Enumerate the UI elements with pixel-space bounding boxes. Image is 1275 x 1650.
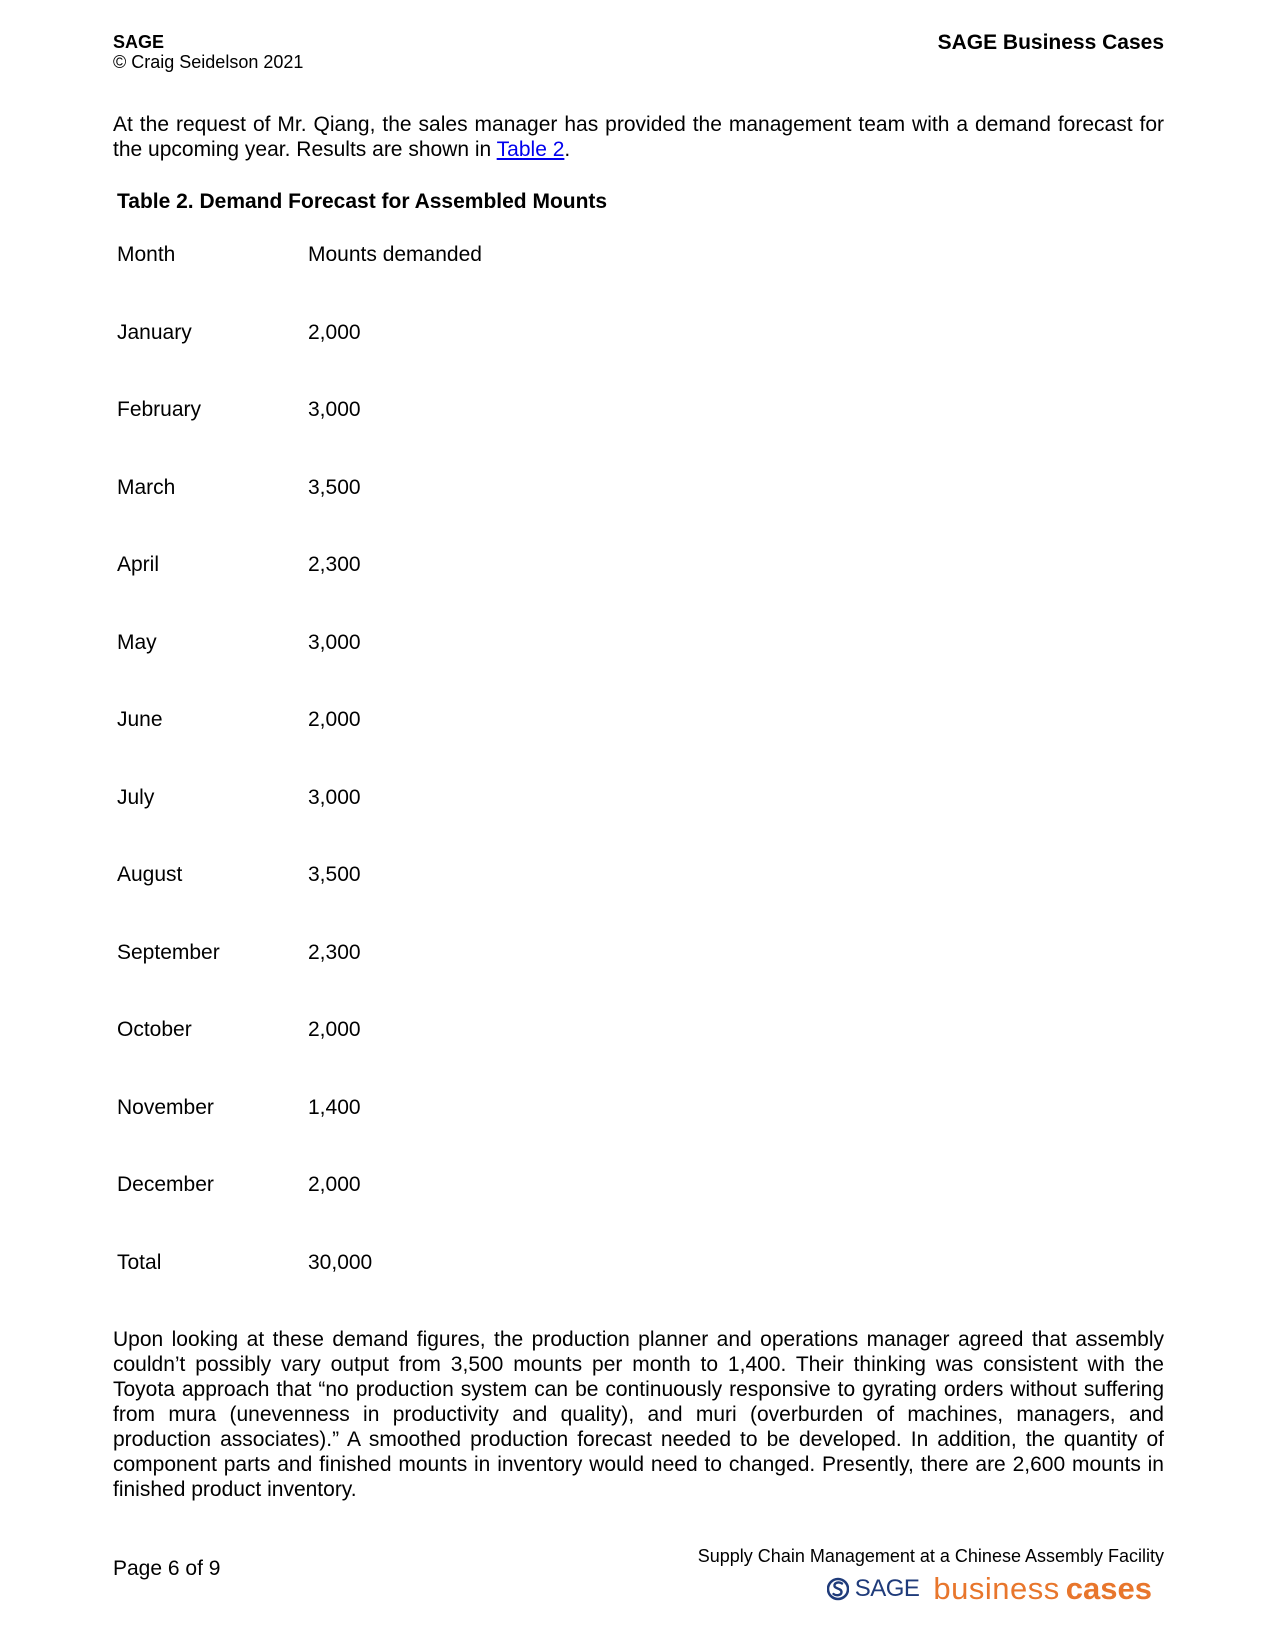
mounts-demanded-cell: 2,000 <box>308 1173 361 1196</box>
month-cell: May <box>117 630 157 654</box>
header-left <box>113 32 303 72</box>
month-cell: February <box>117 398 202 421</box>
table-row <box>117 321 717 399</box>
column-header-month: Month <box>117 243 176 266</box>
table-row <box>117 863 717 941</box>
logo-business-text: business <box>933 1571 1060 1606</box>
closing-paragraph: Upon looking at these demand figures, the production planner and operations manager agreed that assembly couldn’t possibly vary output from 3,500 mounts per month to 1,400. Their thinking was consistent with the Toyota approach that “no production system can be continuously responsive to gyrating orders without suffering from mura (unevenness in productivity and quality), and muri (overburden of machines, managers, and production associates).” A smoothed production forecast needed to be developed. In addition, the quantity of component parts and finished mounts in inventory would need to changed. Presently, there are 2,600 mounts in finished product inventory. <box>113 1328 1164 1501</box>
header-copyright: © Craig Seidelson 2021 <box>113 52 304 72</box>
sage-business-cases-logo <box>827 1571 1152 1607</box>
table-header-row <box>117 243 717 321</box>
month-cell: July <box>117 785 155 809</box>
month-cell: April <box>117 553 160 576</box>
table-total-row <box>117 1251 717 1329</box>
table-row <box>117 1096 717 1174</box>
month-cell: Total <box>117 1250 162 1274</box>
page-number: Page 6 of 9 <box>113 1557 221 1580</box>
table-row <box>117 708 717 786</box>
month-cell: August <box>117 863 183 886</box>
table-2-link[interactable]: Table 2 <box>496 138 565 161</box>
logo-sage-text: SAGE <box>854 1575 920 1602</box>
mounts-demanded-cell: 3,000 <box>308 630 361 654</box>
intro-paragraph <box>113 112 1164 162</box>
mounts-demanded-cell: 3,000 <box>308 398 361 421</box>
table-row <box>117 476 717 554</box>
logo-cases-text: cases <box>1065 1571 1152 1606</box>
month-cell: September <box>117 940 220 964</box>
month-cell: November <box>117 1095 214 1119</box>
table-row <box>117 786 717 864</box>
table-row <box>117 398 717 476</box>
mounts-demanded-cell: 2,300 <box>308 553 361 576</box>
table-row <box>117 1173 717 1251</box>
header-collection: SAGE Business Cases <box>937 31 1164 54</box>
table-row <box>117 631 717 709</box>
mounts-demanded-cell: 2,000 <box>308 320 361 344</box>
header-brand: SAGE <box>113 32 165 52</box>
mounts-demanded-cell: 1,400 <box>308 1095 361 1119</box>
mounts-demanded-cell: 2,300 <box>308 940 361 964</box>
footer-case-title: Supply Chain Management at a Chinese Assembly Facility <box>697 1546 1164 1566</box>
mounts-demanded-cell: 3,500 <box>308 863 361 886</box>
demand-table <box>117 243 717 1328</box>
mounts-demanded-cell: 3,000 <box>308 785 361 809</box>
table-title: Table 2. Demand Forecast for Assembled Mounts <box>117 190 608 213</box>
mounts-demanded-cell: 2,000 <box>308 1018 361 1041</box>
table-row <box>117 1018 717 1096</box>
column-header-mounts-demanded: Mounts demanded <box>308 243 482 266</box>
sage-logo-mark-icon <box>827 1576 849 1602</box>
month-cell: March <box>117 475 176 499</box>
month-cell: June <box>117 708 163 731</box>
table-row <box>117 553 717 631</box>
month-cell: October <box>117 1018 192 1041</box>
table-row <box>117 941 717 1019</box>
month-cell: December <box>117 1173 214 1196</box>
mounts-demanded-cell: 3,500 <box>308 475 361 499</box>
month-cell: January <box>117 320 192 344</box>
mounts-demanded-cell: 2,000 <box>308 708 361 731</box>
intro-text: At the request of Mr. Qiang, the sales manager has provided the management team with a demand forecast for the upcoming year. Results are shown in <box>113 113 1164 161</box>
mounts-demanded-cell: 30,000 <box>308 1250 373 1274</box>
intro-text-end: . <box>564 138 571 161</box>
